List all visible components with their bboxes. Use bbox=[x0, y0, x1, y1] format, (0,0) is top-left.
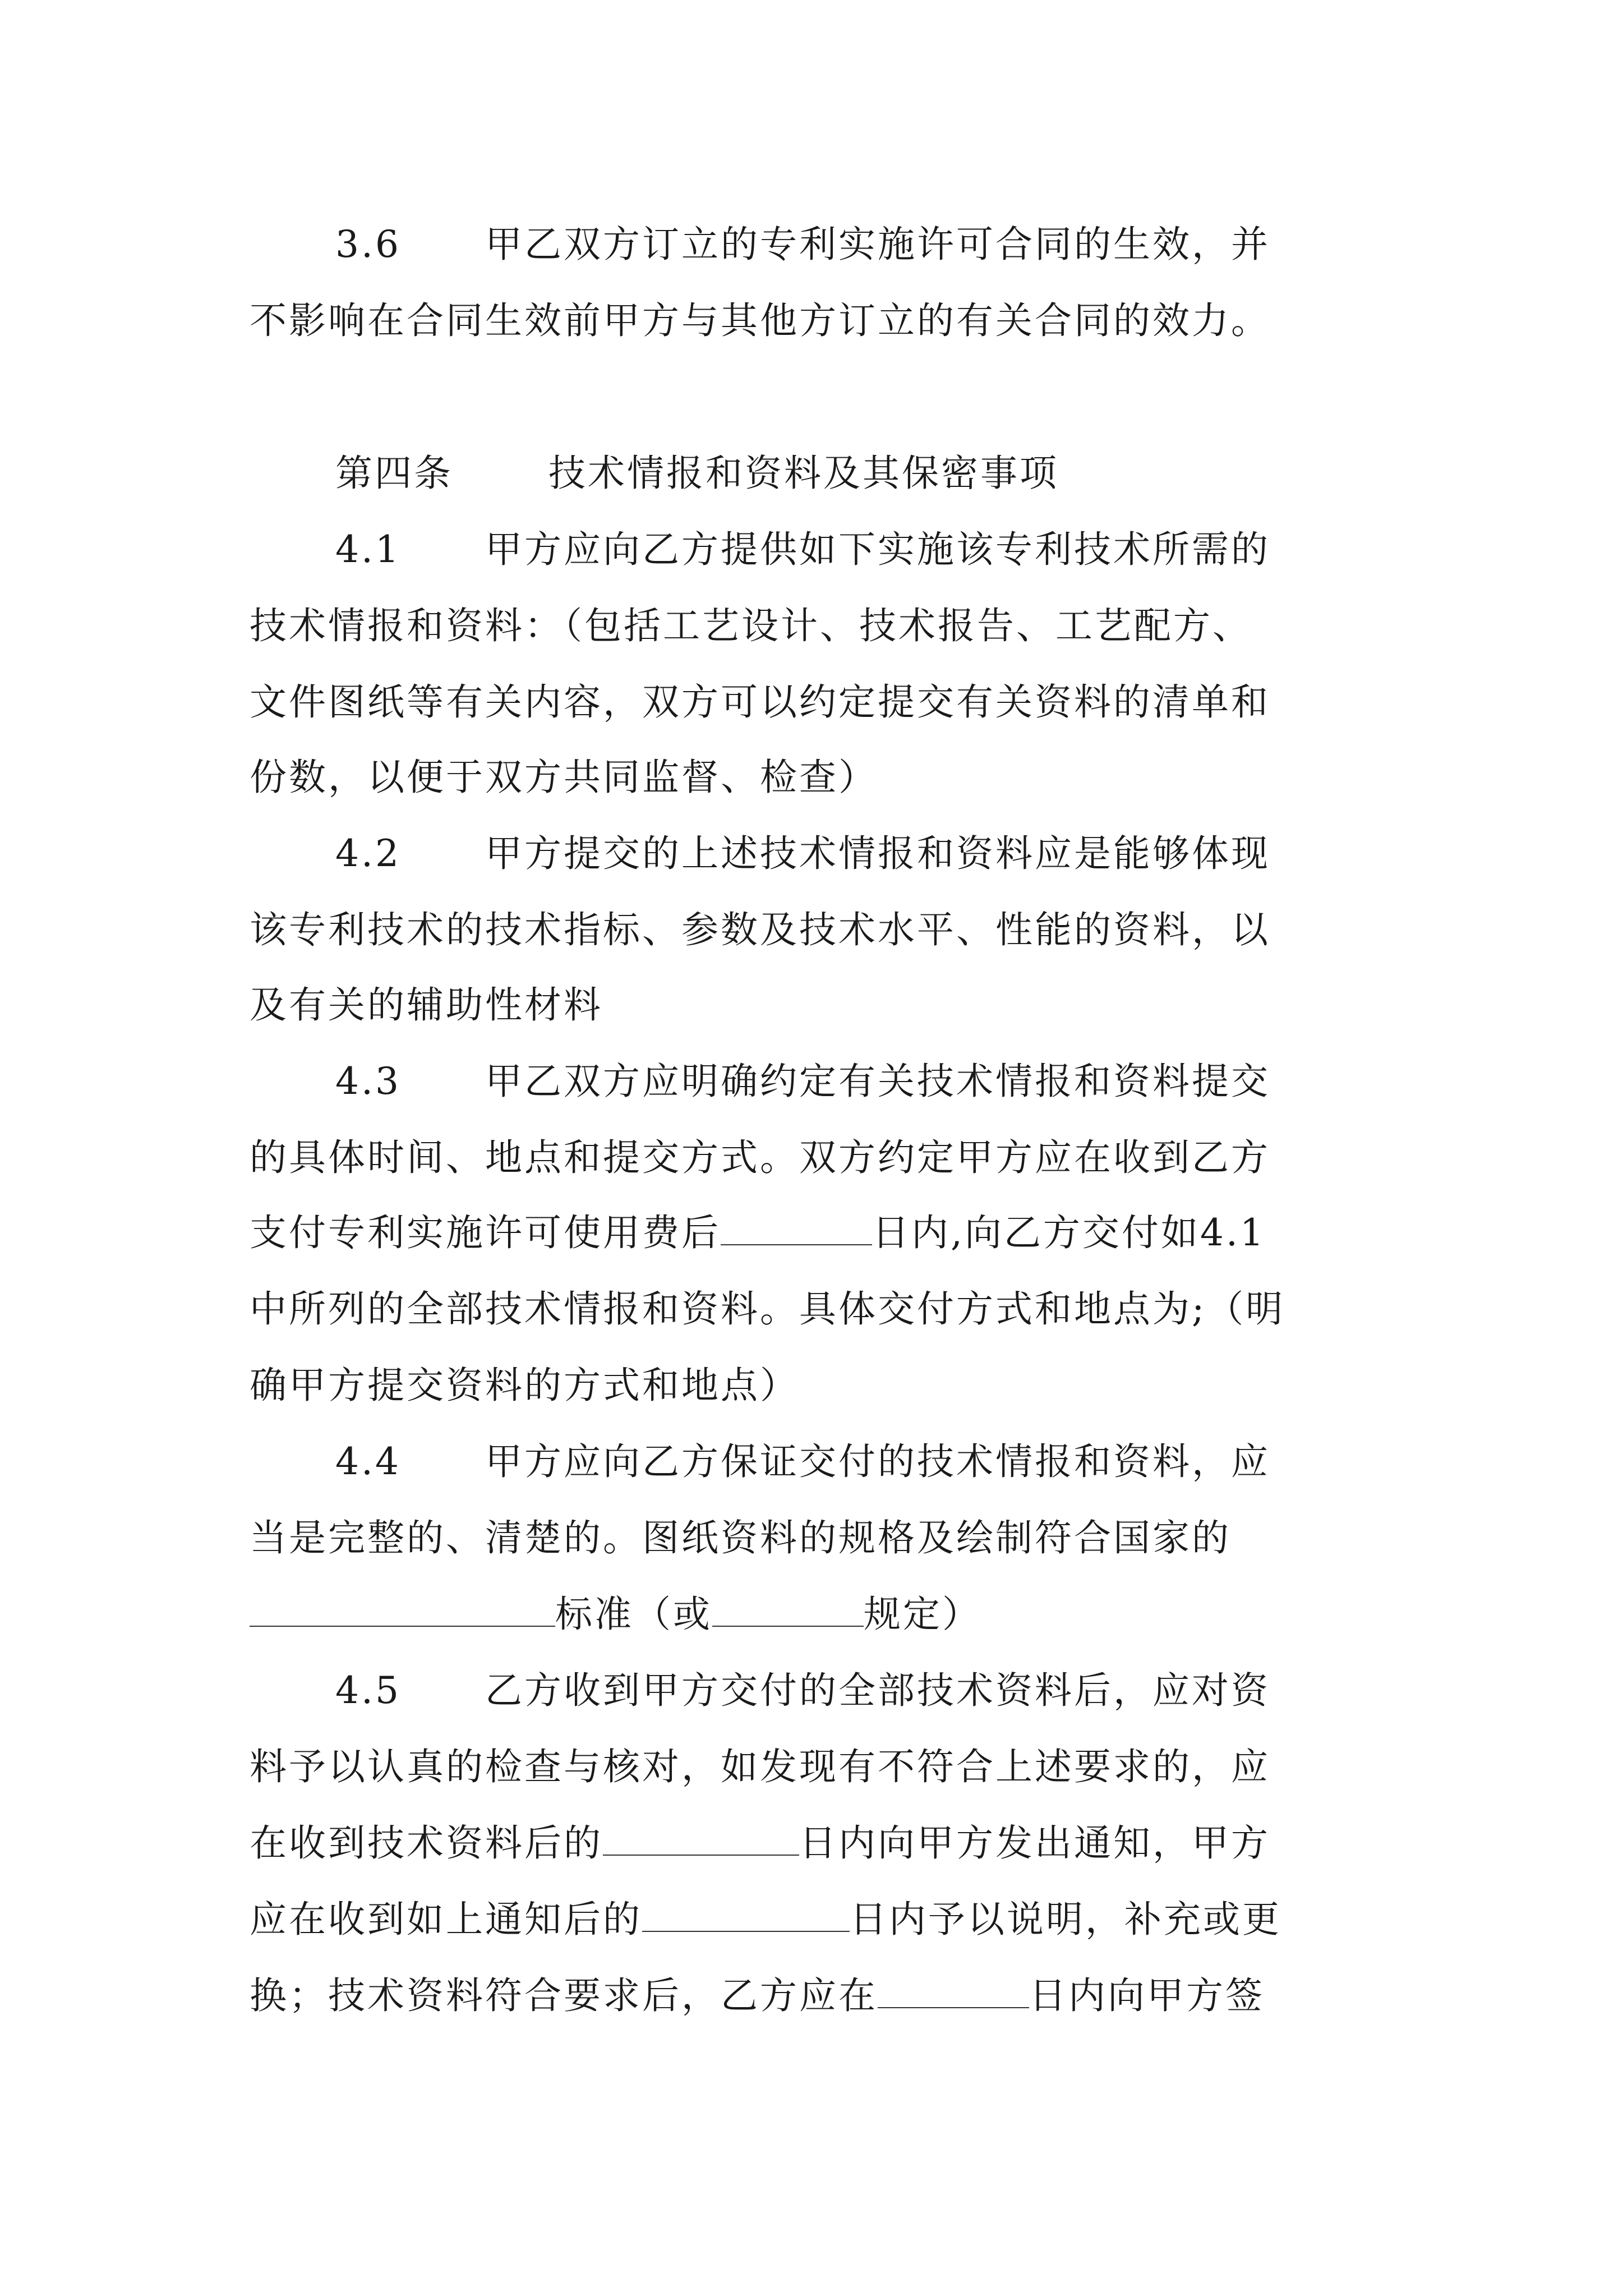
paragraph-4-5-line-3: 在收到技术资料后的 日内向甲方发出通知，甲方 bbox=[250, 1821, 1270, 1865]
paragraph-4-5-line-2: 料予以认真的检查与核对，如发现有不符合上述要求的，应 bbox=[250, 1745, 1270, 1788]
paragraph-4-5-line-1: 4.5 乙方收到甲方交付的全部技术资料后，应对资 bbox=[335, 1669, 1270, 1712]
article-title: 技术情报和资料及其保密事项 bbox=[548, 452, 1059, 495]
paragraph-3-6-line-2: 不影响在合同生效前甲方与其他方订立的有关合同的效力。 bbox=[250, 299, 1270, 342]
paragraph-4-2-line-1: 4.2 甲方提交的上述技术情报和资料应是能够体现 bbox=[335, 832, 1270, 875]
paragraph-4-4-line-2: 当是完整的、清楚的。图纸资料的规格及绘制符合国家的 bbox=[250, 1516, 1231, 1559]
paragraph-4-3-line-5: 确甲方提交资料的方式和地点） bbox=[250, 1364, 799, 1407]
fill-in-blank[interactable] bbox=[712, 1594, 864, 1627]
fill-in-blank[interactable] bbox=[878, 1976, 1029, 2008]
paragraph-4-4-line-1: 4.4 甲方应向乙方保证交付的技术情报和资料，应 bbox=[335, 1440, 1270, 1483]
paragraph-4-2-line-3: 及有关的辅助性材料 bbox=[250, 983, 603, 1027]
clause-number: 4.5 bbox=[335, 1669, 401, 1712]
paragraph-4-3-line-3: 支付专利实施许可使用费后 日内,向乙方交付如4.1 bbox=[250, 1211, 1266, 1254]
paragraph-4-2-line-2: 该专利技术的技术指标、参数及技术水平、性能的资料，以 bbox=[250, 908, 1270, 951]
paragraph-4-1-line-4: 份数，以便于双方共同监督、检查） bbox=[250, 756, 878, 799]
paragraph-4-3-line-4: 中所列的全部技术情报和资料。具体交付方式和地点为;（明 bbox=[250, 1287, 1285, 1331]
clause-number: 4.4 bbox=[335, 1440, 401, 1483]
paragraph-4-5-line-4: 应在收到如上通知后的 日内予以说明，补充或更 bbox=[250, 1898, 1281, 1941]
paragraph-4-1-line-3: 文件图纸等有关内容，双方可以约定提交有关资料的清单和 bbox=[250, 680, 1270, 724]
fill-in-blank[interactable] bbox=[250, 1594, 555, 1627]
clause-number: 4.1 bbox=[335, 528, 401, 571]
article-number: 第四条 bbox=[335, 452, 453, 495]
clause-number: 3.6 bbox=[335, 223, 401, 266]
fill-in-blank[interactable] bbox=[642, 1899, 850, 1932]
paragraph-4-3-line-1: 4.3 甲乙双方应明确约定有关技术情报和资料提交 bbox=[335, 1060, 1270, 1103]
paragraph-4-1-line-1: 4.1 甲方应向乙方提供如下实施该专利技术所需的 bbox=[335, 528, 1270, 571]
article-heading bbox=[335, 451, 1479, 496]
clause-number: 4.2 bbox=[335, 832, 401, 875]
paragraph-4-4-line-3: 标准（或 规定） bbox=[250, 1592, 1394, 1637]
fill-in-blank[interactable] bbox=[603, 1823, 799, 1856]
paragraph-4-1-line-2: 技术情报和资料：（包括工艺设计、技术报告、工艺配方、 bbox=[250, 604, 1252, 647]
fill-in-blank[interactable] bbox=[721, 1213, 872, 1245]
paragraph-4-3-line-2: 的具体时间、地点和提交方式。双方约定甲方应在收到乙方 bbox=[250, 1136, 1270, 1179]
paragraph-4-5-line-5: 换；技术资料符合要求后，乙方应在 日内向甲方签 bbox=[250, 1974, 1265, 2017]
paragraph-3-6-line-1: 3.6 甲乙双方订立的专利实施许可合同的生效，并 bbox=[335, 223, 1270, 266]
clause-number: 4.3 bbox=[335, 1060, 401, 1103]
